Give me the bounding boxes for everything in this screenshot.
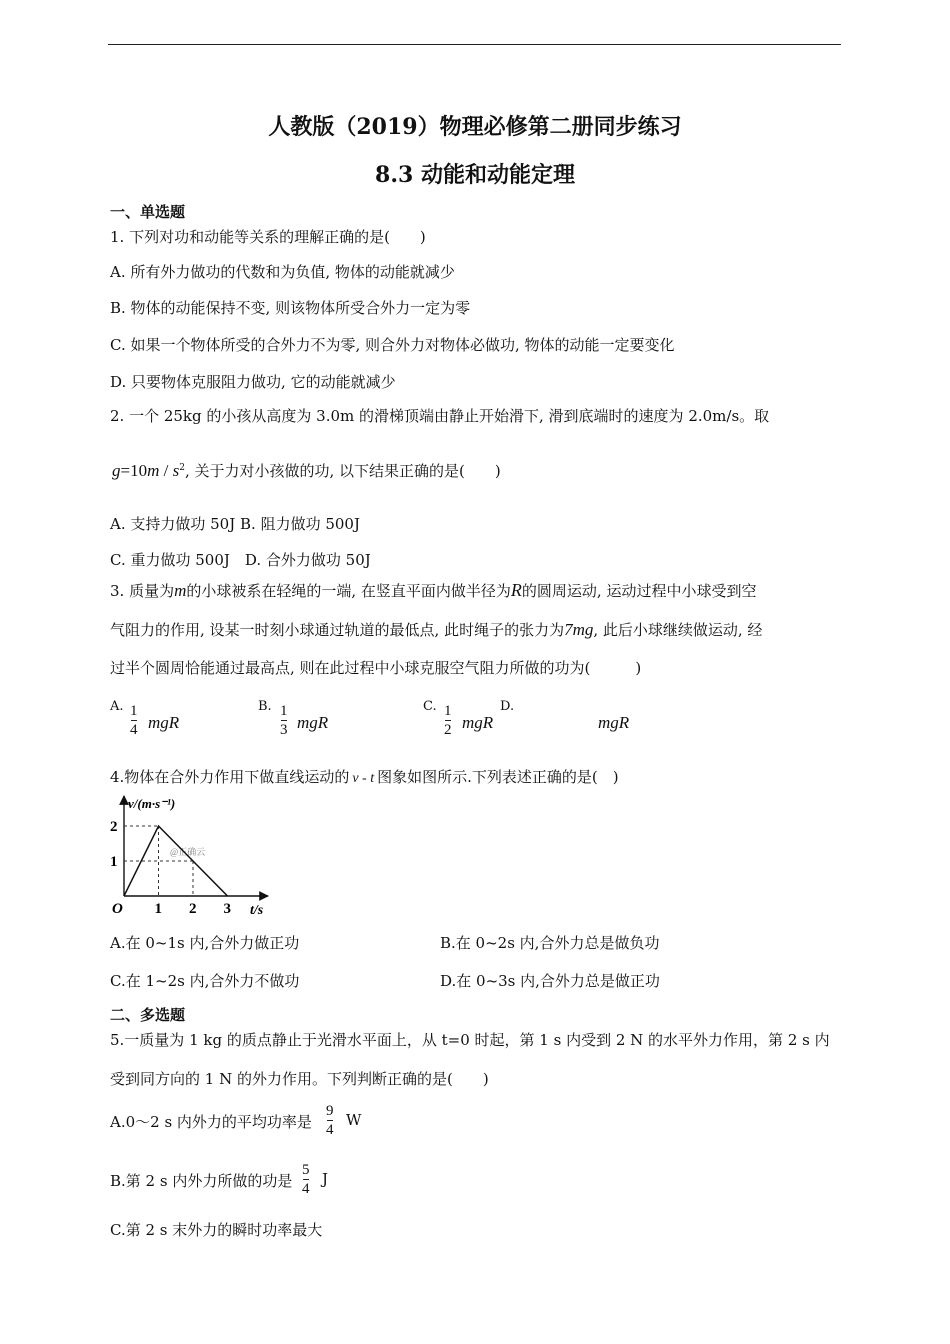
q4-text-b: 图象如图所示.下列表述正确的是( ) [377, 768, 619, 786]
q3-text-d: 气阻力的作用, 设某一时刻小球通过轨道的最低点, 此时绳子的张力为 [110, 621, 565, 639]
numerator: 9 [326, 1103, 334, 1119]
q2-options-row1: A. 支持力做功 50J B. 阻力做功 500J [110, 515, 360, 533]
q5-option-c: C.第 2 s 末外力的瞬时功率最大 [110, 1221, 323, 1239]
page-subtitle: 8.3 动能和动能定理 [375, 162, 575, 188]
section-heading-multiple-choice: 二、多选题 [110, 1006, 186, 1024]
q4-option-c: C.在 1~2s 内,合外力不做功 [110, 972, 300, 990]
q3-text-c: 的圆周运动, 运动过程中小球受到空 [521, 582, 757, 600]
q3-option-c-label: C. [423, 699, 437, 714]
denominator: 4 [302, 1181, 310, 1197]
q3-line3: 过半个圆周恰能通过最高点, 则在此过程中小球克服空气阻力所做的功为( ) [110, 659, 642, 677]
q3-option-a-fraction [130, 702, 138, 739]
m-unit: m [147, 461, 160, 480]
section-heading-single-choice: 一、单选题 [110, 203, 186, 221]
q5-option-a-text: A.0～2 s 内外力的平均功率是 [110, 1113, 312, 1131]
denominator: 2 [444, 722, 452, 738]
vt-graph [108, 790, 280, 920]
q3-option-c-expr: mgR [462, 713, 494, 732]
q1-option-d: D. 只要物体克服阻力做功, 它的动能就减少 [110, 373, 396, 391]
q4-option-b: B.在 0~2s 内,合外力总是做负功 [440, 934, 660, 952]
q3-option-c-fraction [444, 702, 452, 739]
page-title: 人教版（2019）物理必修第二册同步练习 [268, 114, 682, 140]
q3-text-b: 的小球被系在轻绳的一端, 在竖直平面内做半径为 [186, 582, 511, 600]
origin-label: O [112, 901, 123, 917]
q4-option-d: D.在 0~3s 内,合外力总是做正功 [440, 972, 660, 990]
q3-option-a-label: A. [110, 699, 124, 714]
q5-option-b-fraction [302, 1161, 310, 1198]
s-unit: s [172, 461, 180, 480]
numerator: 5 [302, 1162, 310, 1178]
q2-stem: 2. 一个 25kg 的小孩从高度为 3.0m 的滑梯顶端由静止开始滑下, 滑到底端时的速度为 2.0m/s。取 [110, 407, 770, 425]
q2-options-row2: C. 重力做功 500J D. 合外力做功 50J [110, 551, 371, 569]
vt-symbol: v - t [352, 771, 375, 786]
q4-text-a: 4.物体在合外力作用下做直线运动的 [110, 768, 350, 786]
q3-option-b-expr: mgR [297, 713, 329, 732]
q1-option-b: B. 物体的动能保持不变, 则该物体所受合外力一定为零 [110, 299, 471, 317]
x-tick-label-1: 1 [154, 901, 162, 917]
q3-text-e: , 此后小球继续做运动, 经 [593, 621, 763, 639]
q3-line2 [110, 619, 762, 640]
x-axis-label: t/s [250, 903, 264, 918]
q5-line2: 受到同方向的 1 N 的外力作用。下列判断正确的是( ) [110, 1070, 489, 1088]
q5-option-a-unit: W [346, 1111, 362, 1129]
denominator: 3 [280, 722, 288, 738]
slash: / [159, 461, 173, 480]
q3-option-b-fraction [280, 702, 288, 739]
q5-option-a-fraction [326, 1102, 334, 1139]
q3-text-a: 3. 质量为 [110, 582, 175, 600]
exponent: 2 [179, 463, 185, 473]
x-tick-label-3: 3 [223, 901, 231, 917]
denominator: 4 [326, 1122, 334, 1138]
R-symbol: R [510, 580, 522, 600]
q4-option-a: A.在 0~1s 内,合外力做正功 [110, 934, 300, 952]
q3-line1 [110, 580, 756, 601]
q1-option-a: A. 所有外力做功的代数和为负值, 物体的动能就减少 [110, 263, 455, 281]
series-line [124, 826, 228, 896]
q3-option-a-expr: mgR [148, 713, 180, 732]
q5-option-b-unit: J [322, 1170, 329, 1188]
q3-option-b-label: B. [258, 699, 272, 714]
watermark: @正确云 [170, 847, 206, 857]
numerator: 1 [444, 703, 452, 719]
m-symbol: m [174, 581, 187, 600]
numerator: 1 [130, 703, 138, 719]
numerator: 1 [280, 703, 288, 719]
q5-line1: 5.一质量为 1 kg 的质点静止于光滑水平面上，从 t=0 时起，第 1 s 内受到 2 N 的水平外力作用，第 2 s 内 [110, 1031, 830, 1049]
y-axis-label: v/(m·s⁻¹) [128, 796, 176, 811]
q4-stem [110, 766, 619, 787]
q1-stem: 1. 下列对功和动能等关系的理解正确的是( ) [110, 228, 426, 246]
q3-option-d-expr: mgR [598, 713, 630, 732]
q2-formula-line [112, 460, 501, 481]
header-rule [108, 44, 841, 45]
g-equals: =10 [120, 461, 148, 480]
g-symbol: g [112, 461, 121, 480]
denominator: 4 [130, 722, 138, 738]
q1-option-c: C. 如果一个物体所受的合外力不为零, 则合外力对物体必做功, 物体的动能一定要变化 [110, 336, 675, 354]
q3-option-d-label: D. [500, 699, 515, 714]
q2-stem-continued: , 关于力对小孩做的功, 以下结果正确的是( ) [184, 462, 501, 480]
q5-option-b-text: B.第 2 s 内外力所做的功是 [110, 1172, 293, 1190]
x-tick-label-2: 2 [189, 901, 197, 917]
tension-value: 7mg [564, 620, 594, 639]
y-tick-label-1: 1 [110, 854, 118, 870]
y-tick-label-2: 2 [110, 819, 118, 835]
